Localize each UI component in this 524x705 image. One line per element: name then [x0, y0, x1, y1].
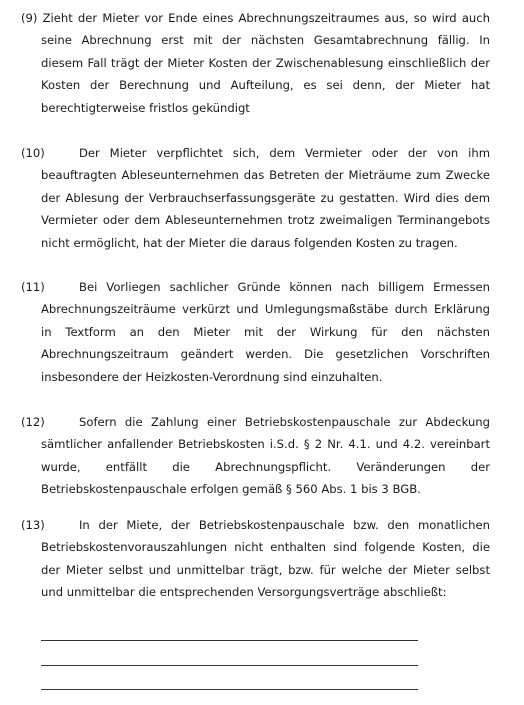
- paragraph-number: (9): [21, 11, 38, 25]
- paragraph-line: Abrechnungszeitraum geändert werden. Die gesetzlichen Vorschriften: [41, 347, 490, 362]
- paragraph-line: der Ablesung der Verbrauchserfassungsgeräte zu gestatten. Wird dies dem: [41, 190, 490, 205]
- paragraph-line: diesem Fall trägt der Mieter Kosten der Zwischenablesung einschließlich der: [41, 55, 490, 70]
- paragraph-line: insbesondere der Heizkosten-Verordnung sind einzuhalten.: [41, 369, 383, 384]
- line-text: Zieht der Mieter vor Ende eines Abrechnungszeitraumes aus, so wird auch: [42, 11, 490, 25]
- paragraph-line: [21, 411, 490, 433]
- fill-in-line[interactable]: [41, 689, 418, 690]
- paragraph-line: Betriebskostenpauschale erfolgen gemäß § 560 Abs. 1 bis 3 BGB.: [41, 482, 421, 497]
- paragraph-line: in Textform an den Mieter mit der Wirkung für den nächsten: [41, 324, 490, 339]
- paragraph-number: (12): [21, 415, 45, 429]
- paragraph-line: wurde, entfällt die Abrechnungspflicht. Veränderungen der: [41, 459, 490, 474]
- paragraph-12: [21, 411, 490, 501]
- paragraph-line: Abrechnungszeiträume verkürzt und Umlegungsmaßstäbe durch Erklärung: [41, 302, 490, 317]
- fill-in-line[interactable]: [41, 640, 418, 641]
- paragraph-line: sämtlicher anfallender Betriebskosten i.S.d. § 2 Nr. 4.1. und 4.2. vereinbart: [41, 437, 490, 452]
- paragraph-line: seine Abrechnung erst mit der nächsten Gesamtabrechnung fällig. In: [41, 33, 490, 48]
- fill-in-line[interactable]: [41, 665, 418, 666]
- paragraph-11: [21, 276, 490, 388]
- paragraph-line: Betriebskostenvorauszahlungen nicht enthalten sind folgende Kosten, die: [41, 540, 490, 555]
- line-text: Der Mieter verpflichtet sich, dem Vermieter oder der von ihm: [79, 146, 490, 160]
- paragraph-line: [21, 7, 490, 29]
- line-text: In der Miete, der Betriebskostenpauschale bzw. den monatlichen: [79, 518, 490, 532]
- paragraph-line: Vermieter oder dem Ableseunternehmen trotz zweimaligen Terminangebots: [41, 213, 490, 228]
- paragraph-number: (13): [21, 518, 45, 532]
- line-text: Bei Vorliegen sachlicher Gründe können nach billigem Ermessen: [79, 280, 490, 294]
- paragraph-line: Kosten der Berechnung und Aufteilung, es sei denn, der Mieter hat: [41, 78, 490, 93]
- paragraph-line: und unmittelbar die entsprechenden Versorgungsverträge abschließt:: [41, 585, 447, 600]
- paragraph-line: berechtigterweise fristlos gekündigt: [41, 100, 250, 115]
- line-text: Sofern die Zahlung einer Betriebskostenpauschale zur Abdeckung: [79, 415, 490, 429]
- paragraph-13: [21, 514, 490, 604]
- paragraph-line: der Mieter selbst und unmittelbar trägt, bzw. für welche der Mieter selbst: [41, 562, 490, 577]
- paragraph-line: nicht ermöglicht, hat der Mieter die daraus folgenden Kosten zu tragen.: [41, 235, 458, 250]
- paragraph-line: [21, 514, 490, 536]
- paragraph-line: beauftragten Ableseunternehmen das Betreten der Mieträume zum Zwecke: [41, 168, 490, 183]
- paragraph-number: (11): [21, 280, 45, 294]
- paragraph-10: [21, 142, 490, 254]
- paragraph-line: [21, 142, 490, 164]
- paragraph-number: (10): [21, 146, 45, 160]
- paragraph-9: [21, 7, 490, 119]
- paragraph-line: [21, 276, 490, 298]
